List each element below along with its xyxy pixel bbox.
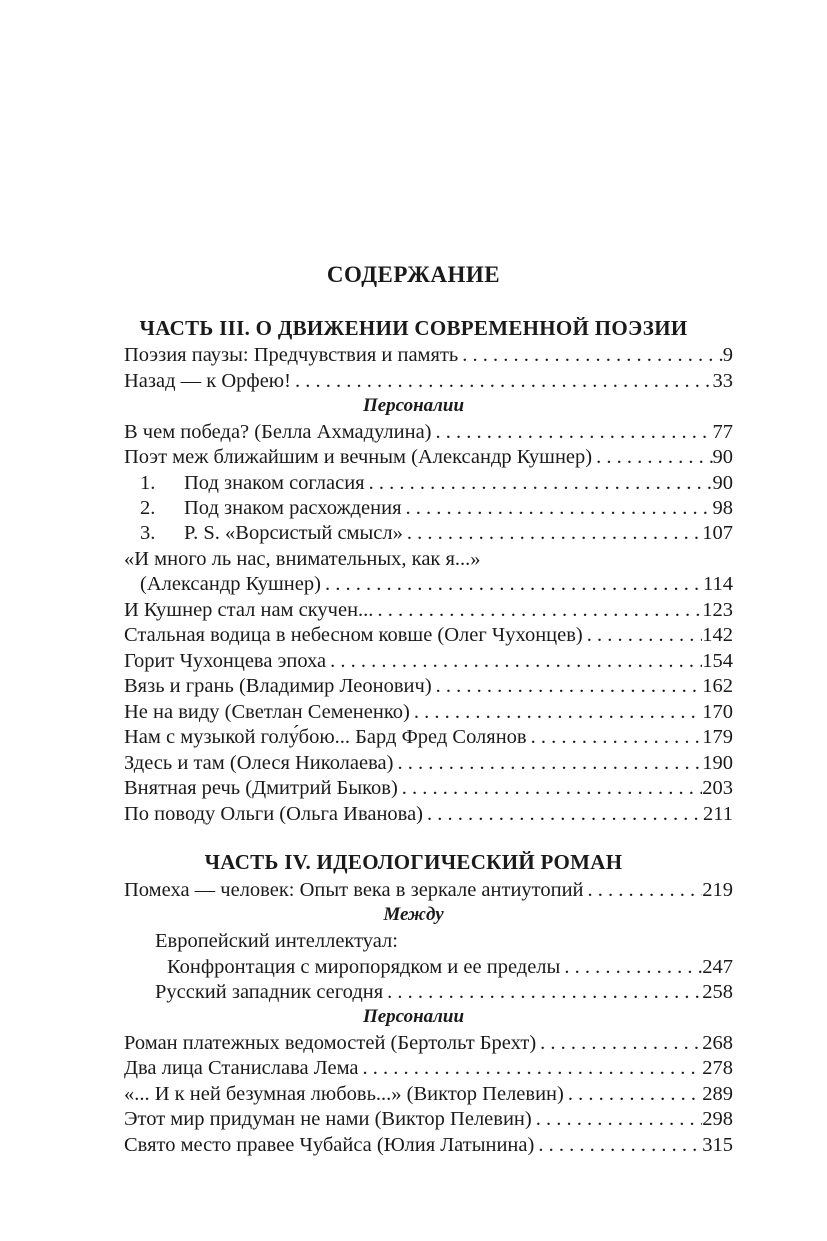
toc-entry-page: 170	[702, 701, 733, 723]
toc-entry-page: 114	[703, 573, 733, 595]
toc-entry[interactable]	[124, 699, 733, 725]
toc-entry[interactable]	[124, 750, 733, 776]
toc-entry[interactable]	[124, 597, 733, 623]
leader-dots	[373, 597, 702, 623]
toc-entry-label: Свято место правее Чубайса (Юлия Латынина)	[124, 1134, 535, 1156]
toc-entry-page: 211	[703, 803, 733, 825]
toc-entry[interactable]	[124, 419, 733, 445]
toc-entry-page: 9	[722, 344, 733, 366]
subentry-number: 1.	[140, 472, 156, 494]
toc-entry-page: 268	[702, 1032, 733, 1054]
toc-entry-label-line1: Европейский интеллектуал:	[155, 930, 398, 952]
toc-entry-page: 278	[702, 1057, 733, 1079]
leader-dots	[383, 979, 702, 1005]
toc-entry[interactable]	[124, 724, 733, 750]
leader-dots	[527, 724, 703, 750]
leader-dots	[534, 1132, 702, 1158]
toc-entry-page: 123	[702, 599, 733, 621]
toc-entry-page: 219	[702, 879, 733, 901]
leader-dots	[564, 1081, 702, 1107]
leader-dots	[532, 1106, 703, 1132]
section-subheading: Персоналии	[362, 1006, 465, 1027]
toc-entry[interactable]	[124, 444, 733, 470]
toc-entry-label: Здесь и там (Олеся Николаева)	[124, 752, 394, 774]
toc-subentry[interactable]	[140, 470, 733, 496]
toc-entry-label: Вязь и грань (Владимир Леонович)	[124, 675, 432, 697]
toc-entry[interactable]	[124, 1055, 733, 1081]
toc-entry-label: Под знаком расхождения	[184, 497, 402, 519]
toc-entry[interactable]	[155, 979, 733, 1005]
leader-dots	[423, 801, 703, 827]
toc-entry-page: 247	[702, 956, 733, 978]
toc-entry[interactable]	[124, 1132, 733, 1158]
leader-dots	[584, 877, 703, 903]
leader-dots	[326, 648, 702, 674]
toc-entry[interactable]	[124, 1030, 733, 1056]
toc-entry-page: 107	[702, 522, 733, 544]
toc-subentry[interactable]	[140, 520, 733, 546]
toc-entry-label: Не на виду (Светлан Семененко)	[124, 701, 410, 723]
toc-entry-page: 98	[712, 497, 733, 519]
part-4-heading: ЧАСТЬ IV. ИДЕОЛОГИЧЕСКИЙ РОМАН	[204, 850, 623, 874]
leader-dots	[359, 1055, 703, 1081]
toc-entry-page: 154	[702, 650, 733, 672]
toc-entry[interactable]	[124, 775, 733, 801]
toc-entry-label: Поэт меж ближайшим и вечным (Александр Кушнер)	[124, 446, 593, 468]
section-subheading: Персоналии	[362, 395, 465, 416]
leader-dots	[583, 622, 703, 648]
toc-entry-page: 142	[702, 624, 733, 646]
toc-entry[interactable]	[124, 648, 733, 674]
leader-dots	[398, 775, 702, 801]
toc-entry-label: P. S. «Ворсистый смысл»	[184, 522, 403, 544]
leader-dots	[432, 673, 703, 699]
toc-entry[interactable]	[140, 571, 733, 597]
toc-entry[interactable]	[124, 622, 733, 648]
toc-entry-page: 258	[702, 981, 733, 1003]
leader-dots	[403, 520, 702, 546]
toc-entry-label: Нам с музыкой голу́бою... Бард Фред Солянов	[124, 726, 527, 748]
subentry-number: 3.	[140, 522, 156, 544]
toc-subentry[interactable]	[140, 495, 733, 521]
toc-entry-page: 179	[702, 726, 733, 748]
leader-dots	[536, 1030, 702, 1056]
toc-entry-label: Под знаком согласия	[184, 472, 365, 494]
toc-entry-label: Помеха — человек: Опыт века в зеркале антиутопий	[124, 879, 584, 901]
toc-entry-label: Поэзия паузы: Предчувствия и память	[124, 344, 459, 366]
toc-entry-page: 190	[702, 752, 733, 774]
leader-dots	[458, 342, 722, 368]
toc-entry-page: 90	[712, 472, 733, 494]
toc-entry-page: 315	[702, 1134, 733, 1156]
toc-entry[interactable]	[124, 368, 733, 394]
toc-entry[interactable]	[124, 1081, 733, 1107]
toc-entry-label: Назад — к Орфею!	[124, 370, 291, 392]
toc-entry-label: Конфронтация с миропорядком и ее пределы	[167, 956, 561, 978]
leader-dots	[410, 699, 702, 725]
toc-entry-page: 33	[712, 370, 733, 392]
toc-entry-label: Внятная речь (Дмитрий Быков)	[124, 777, 398, 799]
toc-entry-label: Русский западник сегодня	[155, 981, 384, 1003]
leader-dots	[592, 444, 712, 470]
leader-dots	[291, 368, 713, 394]
toc-entry[interactable]	[124, 877, 733, 903]
toc-entry-page: 203	[702, 777, 733, 799]
toc-entry-page: 298	[702, 1108, 733, 1130]
leader-dots	[402, 495, 713, 521]
toc-entry-label: И Кушнер стал нам скучен...	[124, 599, 374, 621]
leader-dots	[432, 419, 713, 445]
section-subheading: Между	[383, 904, 444, 925]
leader-dots	[560, 954, 702, 980]
leader-dots	[321, 571, 703, 597]
toc-entry-label: Стальная водица в небесном ковше (Олег Чухонцев)	[124, 624, 583, 646]
toc-entry-page: 162	[702, 675, 733, 697]
toc-entry-label: Роман платежных ведомостей (Бертольт Брехт)	[124, 1032, 537, 1054]
toc-entry[interactable]	[124, 1106, 733, 1132]
toc-entry-label-line1: «И много ль нас, внимательных, как я...»	[124, 548, 481, 570]
toc-entry[interactable]	[124, 801, 733, 827]
page-title: СОДЕРЖАНИЕ	[326, 262, 501, 287]
toc-entry-label: Два лица Станислава Лема	[124, 1057, 359, 1079]
leader-dots	[365, 470, 713, 496]
toc-entry[interactable]	[167, 954, 733, 980]
toc-entry-page: 289	[702, 1083, 733, 1105]
part-3-heading: ЧАСТЬ III. О ДВИЖЕНИИ СОВРЕМЕННОЙ ПОЭЗИИ	[139, 316, 688, 340]
leader-dots	[393, 750, 702, 776]
toc-entry-page: 77	[712, 421, 733, 443]
toc-entry[interactable]	[124, 342, 733, 368]
toc-entry[interactable]	[124, 673, 733, 699]
toc-entry-label: По поводу Ольги (Ольга Иванова)	[124, 803, 424, 825]
subentry-number: 2.	[140, 497, 156, 519]
toc-entry-page: 90	[712, 446, 733, 468]
toc-entry-label: «... И к ней безумная любовь...» (Виктор Пелевин)	[124, 1083, 564, 1105]
toc-entry-label: Горит Чухонцева эпоха	[124, 650, 327, 672]
toc-entry-label: (Александр Кушнер)	[140, 573, 321, 595]
toc-entry-label: В чем победа? (Белла Ахмадулина)	[124, 421, 432, 443]
toc-entry-label: Этот мир придуман не нами (Виктор Пелевин)	[124, 1108, 532, 1130]
